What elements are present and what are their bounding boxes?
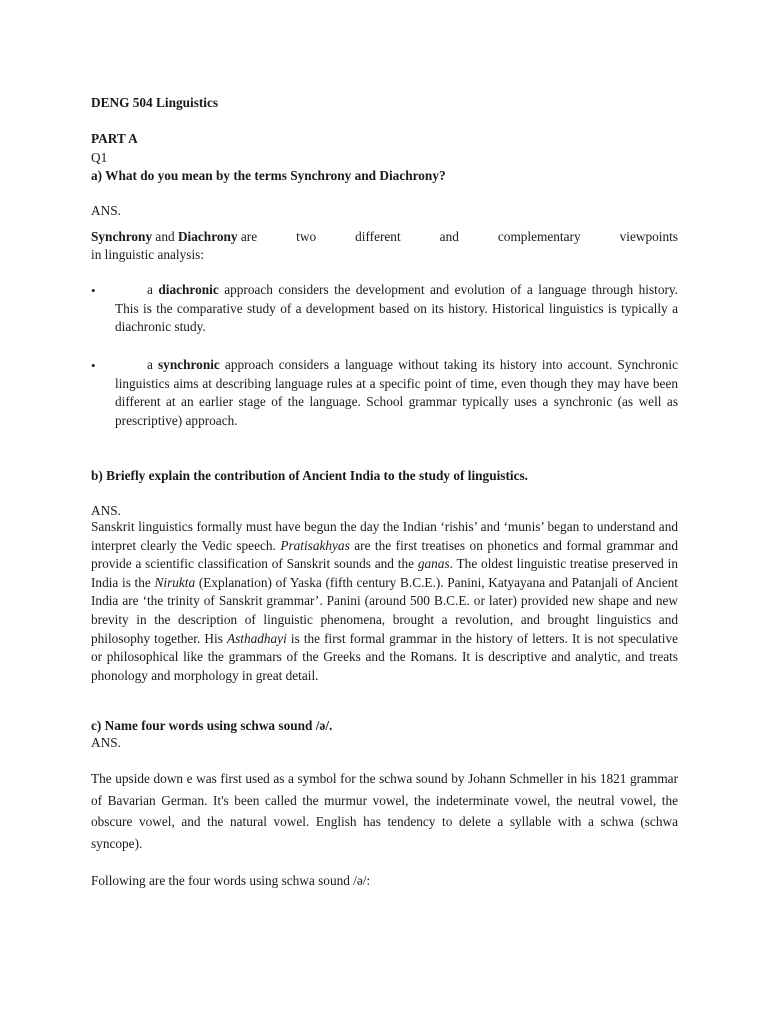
answer-a-label: ANS. xyxy=(91,203,121,218)
bullet-diachronic-text: a diachronic approach considers the development and evolution of a language through history. This is the comparative study of a development based on its history. Historical linguistics is typically a diachronic study. xyxy=(115,282,679,335)
question-number: Q1 xyxy=(91,150,108,165)
answer-c-following: Following are the four words using schwa sound /ə/: xyxy=(91,873,371,888)
intro-lead: Synchrony and Diachrony are xyxy=(91,229,258,244)
answer-c-paragraph: The upside down e was first used as a symbol for the schwa sound by Johann Schmeller in his 1821 grammar of Bavarian German. It's been called the murmur vowel, the indeterminate vowel, the neutral vowel, the obscure vowel, and the natural vowel. English has tendency to delete a syllable with a schwa (schwa syncope). xyxy=(91,771,678,851)
bullet-synchronic-text: a synchronic approach considers a language without taking its history into account. Synchronic linguistics aims at describing language rules at a specific point of time, even though they may have been different at an earlier stage of the language. School grammar typically uses a synchronic (as well as prescriptive) approach. xyxy=(115,357,678,428)
question-c: c) Name four words using schwa sound /ə/. xyxy=(91,718,333,733)
document-page xyxy=(91,0,678,1024)
answer-a-intro-line1: Synchrony and Diachrony are two different and complementary viewpoints xyxy=(91,229,678,244)
question-b: b) Briefly explain the contribution of Ancient India to the study of linguistics. xyxy=(91,468,528,483)
part-label: PART A xyxy=(91,131,138,146)
question-a: a) What do you mean by the terms Synchrony and Diachrony? xyxy=(91,168,446,183)
bullet-icon: • xyxy=(91,358,96,373)
answer-b-paragraph: Sanskrit linguistics formally must have begun the day the Indian ‘rishis’ and ‘munis’ began to understand and interpret clearly the Vedic speech. Pratisakhyas are the first treatises on phonetics and formal grammar and provide a scientific classification of Sanskrit sounds and the ganas. The oldest linguistic treatise preserved in India is the Nirukta (Explanation) of Yaska (fifth century B.C.E.). Panini, Katyayana and Patanjali of Ancient India are ‘the trinity of Sanskrit grammar’. Panini (around 500 B.C.E. or later) provided new shape and new brevity in the description of linguistic phenomena, brought a revolution, and brought linguistics and philosophy together. His Asthadhayi is the first formal grammar in the history of letters. It is not speculative or philosophical like the grammars of the Greeks and the Romans. It is descriptive and analytic, and treats phonology and morphology in great detail. xyxy=(91,519,679,683)
course-title: DENG 504 Linguistics xyxy=(91,95,219,110)
answer-a-intro-line2: in linguistic analysis: xyxy=(91,247,205,262)
bullet-icon: • xyxy=(91,283,96,298)
answer-b-label: ANS. xyxy=(91,503,121,518)
answer-c-label: ANS. xyxy=(91,735,121,750)
